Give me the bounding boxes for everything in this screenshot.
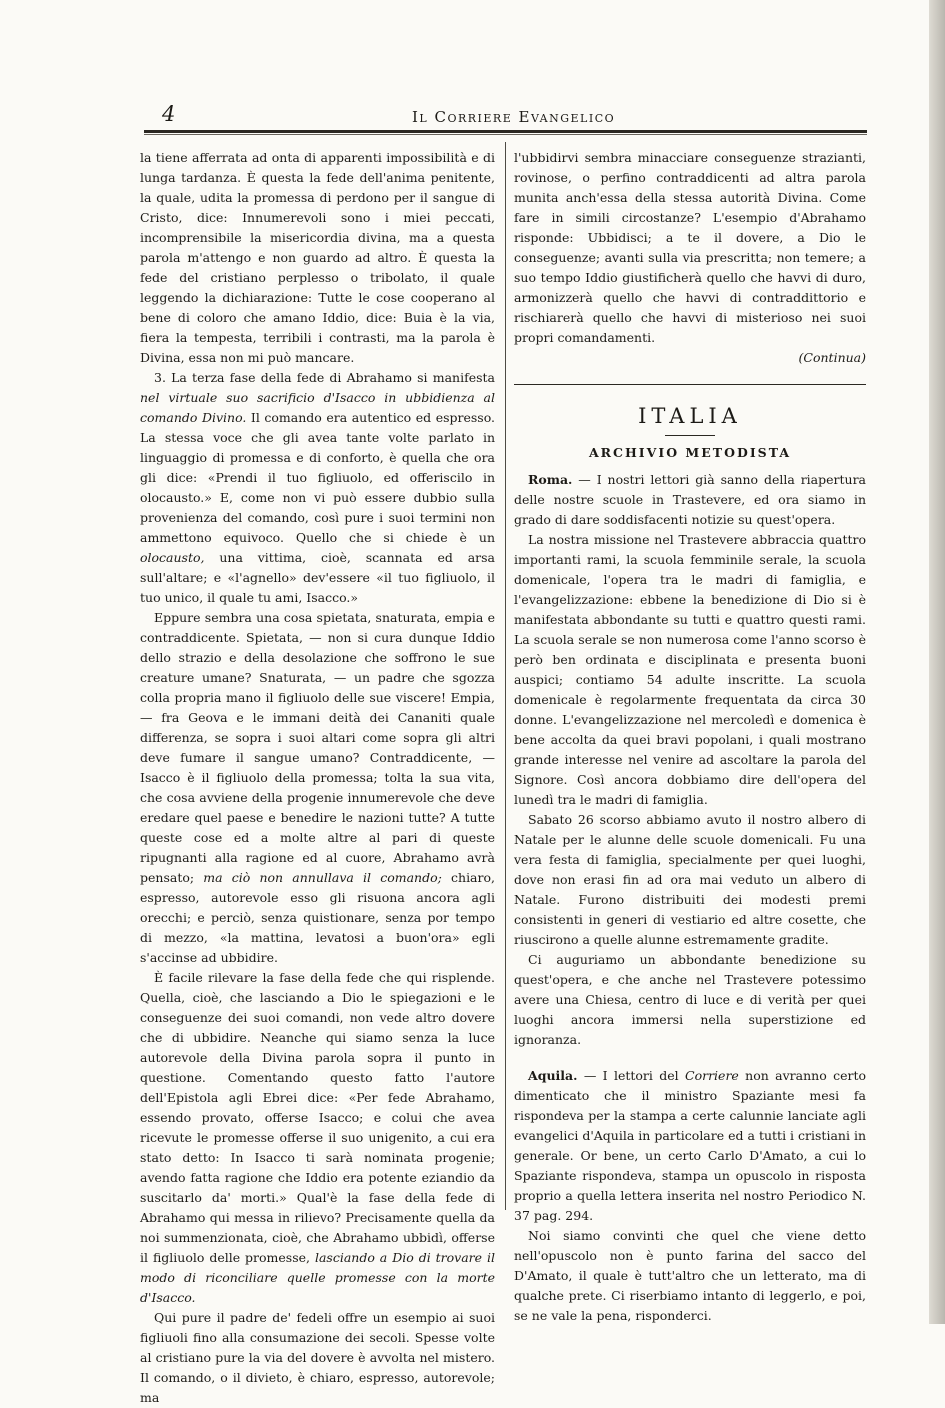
paragraph <box>514 470 866 530</box>
paragraph-gap <box>514 1050 866 1066</box>
text-run: È facile rilevare la fase della fede che qui risplende. Quella, cioè, che lasciando a Dio le spiegazioni e le conseguenze dei suoi comandi, non vede altro dovere che di ubbidire. Neanche qui siamo senza la luce autorevole della Divina parola sopra il punto in questione. Comentando questo fatto l'autore dell'Epistola agli Ebrei dice: «Per fede Abrahamo, essendo provato, offerse Isacco; e colui che avea ricevute le promesse offerse il suo unigenito, a cui era stato detto: In Isacco ti sarà nominata progenie; avendo fatta ragione che Iddio era potente eziandio da suscitarlo da' morti.» Qual'è la fase della fede di Abrahamo qui messa in rilievo? Precisamente quella da noi summenzionata, cioè, che Abrahamo ubbidì, offerse il figliuolo delle promesse, <box>140 970 495 1265</box>
section-title: ITALIA <box>638 404 742 428</box>
page-number: 4 <box>162 102 176 126</box>
text-run: una vittima, cioè, scannata ed arsa sull'altare; e «l'agnello» dev'essere «il tuo figliuolo, il tuo unico, il quale tu ami, Isacco.» <box>140 550 495 605</box>
dateline-place: Roma. <box>528 472 573 487</box>
italic-run: lasciando a Dio di trovare il modo di riconciliare quelle promesse con la morte d'Isacco. <box>140 1250 495 1305</box>
paragraph <box>514 950 866 1050</box>
running-title: Il Corriere Evangelico <box>412 108 616 126</box>
section-rule <box>514 384 866 385</box>
text-run: Ci auguriamo un abbondante benedizione su quest'opera, e che anche nel Trastevere potessimo avere una Chiesa, centro di luce e di verità per quei luoghi ancora immersi nella superstizione ed ignoranza. <box>514 952 866 1047</box>
text-run: la tiene afferrata ad onta di apparenti impossibilità e di lunga tardanza. È questa la fede dell'anima penitente, la quale, udita la promessa di perdono per il sangue di Cristo, dice: Innumerevoli sono i miei peccati, incomprensibile la misericordia divina, ma a questa parola m'attengo e non guardo ad altro. È questa la fede del cristiano perplesso o tribolato, il quale leggendo la dichiarazione: Tutte le cose cooperano al bene di coloro che amano Iddio, dice: Buia è la via, fiera la tempesta, terribili i contrasti, ma la parola è Divina, essa non mi può mancare. <box>140 150 495 365</box>
left-column <box>140 148 495 1408</box>
text-run: non avranno certo dimenticato che il ministro Spaziante mesi fa rispondeva per la stampa a certe calunnie lanciate agli evangelici d'Aquila in particolare ed a tutti i cristiani in generale. Or bene, un certo Carlo D'Amato, a cui lo Spaziante rispondeva, stampa un opuscolo in risposta proprio a quella lettera inserita nel nostro Periodico N. 37 pag. 294. <box>514 1068 866 1223</box>
right-column <box>514 148 866 1326</box>
text-run: La nostra missione nel Trastevere abbraccia quattro importanti rami, la scuola femminile serale, la scuola domenicale, l'opera tra le madri di famiglia, e l'evangelizzazione: ebbene la benedizione di Dio si è manifestata abbondante su tutti e quattro questi rami. La scuola serale se non numerosa come l'anno scorso è però ben ordinata e disciplinata e presenta buoni auspici; contiamo 54 adulte inscritte. La scuola domenicale è regolarmente frequentata da circa 30 donne. L'evangelizzazione nel mercoledì e domenica è bene accolta da quei bravi popolani, i quali mostrano grande interesse nel venire ad ascoltare la parola del Signore. Così ancora dobbiamo dire dell'opera del lunedì tra le madri di famiglia. <box>514 532 866 807</box>
text-run: Eppure sembra una cosa spietata, snaturata, empia e contraddicente. Spietata, — non si cura dunque Iddio dello strazio e della desolazione che soffrono le sue creature umane? Snaturata, — un padre che sgozza colla propria mano il figliuolo delle sue viscere! Empia, — fra Geova e le immani deità dei Cananiti quale differenza, se sopra i suoi altari come sopra gli altri deve fumare il sangue umano? Contraddicente, — Isacco è il figliuolo della promessa; tolta la sua vita, che cosa avviene della progenie innumerevole che deve eredare quel paese e benedire le nazioni tutte? A tutte queste cose ed a molte altre al pari di queste ripugnanti alla ragione ed al cuore, Abrahamo avrà pensato; <box>140 610 495 885</box>
paragraph <box>140 968 495 1308</box>
text-run: Il comando era autentico ed espresso. La stessa voce che gli avea tante volte parlato in linguaggio di promessa e di conforto, è quella che ora gli dice: «Prendi il tuo figliuolo, ed offeriscilo in olocausto.» E, come non vi può essere dubbio sulla provenienza del comando, così pure i suoi termini non ammettono equivoco. Quello che si chiede è un <box>140 410 495 545</box>
section-short-rule <box>665 435 715 436</box>
text-run: 3. La terza fase della fede di Abrahamo si manifesta <box>154 370 495 385</box>
text-run: — I lettori del <box>577 1068 686 1083</box>
text-run: Qui pure il padre de' fedeli offre un esempio ai suoi figliuoli fino alla consumazione dei secoli. Spesse volte al cristiano pure la via del dovere è avvolta nel mistero. Il comando, o il divieto, è chiaro, espresso, autorevole; ma <box>140 1310 495 1405</box>
paragraph <box>140 1308 495 1408</box>
text-run: — I nostri lettori già sanno della riapertura delle nostre scuole in Trastevere, ed ora siamo in grado di dare soddisfacenti notizie su quest'opera. <box>514 472 866 527</box>
paragraph <box>514 810 866 950</box>
text-run: Noi siamo convinti che quel che viene detto nell'opuscolo non è punto farina del sacco del D'Amato, il quale è tutt'altro che un letterato, ma di qualche prete. Ci riserbiamo intanto di leggerlo, e poi, se ne vale la pena, risponderci. <box>514 1228 866 1323</box>
text-run: chiaro, espresso, autorevole esso gli risuona ancora agli orecchi; e perciò, senza quistionare, senza por tempo di mezzo, «la mattina, levatosi a buon'ora» egli s'accinse ad ubbidire. <box>140 870 495 965</box>
italia-news <box>514 470 866 1326</box>
column-divider <box>505 142 506 1210</box>
article-continuation <box>514 148 866 348</box>
subsection-title: ARCHIVIO METODISTA <box>588 445 792 460</box>
paragraph <box>140 148 495 368</box>
continua-note: (Continua) <box>798 350 866 365</box>
italic-run: nel virtuale suo sacrificio d'Isacco in ubbidienza al comando Divino. <box>140 390 495 425</box>
paragraph <box>514 1226 866 1326</box>
header-rule-thin <box>144 134 867 135</box>
paragraph <box>140 368 495 608</box>
paragraph <box>514 530 866 810</box>
paragraph <box>514 1066 866 1226</box>
dateline-place: Aquila. <box>528 1068 578 1083</box>
italic-run: olocausto, <box>140 550 205 565</box>
page-edge-shadow <box>929 0 945 1324</box>
text-run: l'ubbidirvi sembra minacciare conseguenze strazianti, rovinose, o perfino contraddicenti ad altra parola munita anch'essa della stessa autorità Divina. Come fare in simili circostanze? L'esempio d'Abrahamo risponde: Ubbidisci; a te il dovere, a Dio le conseguenze; avanti sulla via prescritta; non temere; a suo tempo Iddio giustificherà quello che havvi di duro, armonizzerà quello che havvi di contraddittorio e rischiarerà quello che havvi di misterioso nei suoi propri comandamenti. <box>514 150 866 345</box>
text-run: Sabato 26 scorso abbiamo avuto il nostro albero di Natale per le alunne delle scuole domenicali. Fu una vera festa di famiglia, specialmente per quei luoghi, dove non erasi fin ad ora mai veduto un albero di Natale. Furono distribuiti dei modesti premi consistenti in generi di vestiario ed altre cosette, che riuscirono a quelle alunne estremamente gradite. <box>514 812 866 947</box>
header-rule <box>144 130 867 133</box>
italic-run: Corriere <box>685 1068 739 1083</box>
paragraph <box>140 608 495 968</box>
italic-run: ma ciò non annullava il comando; <box>203 870 442 885</box>
paragraph <box>514 148 866 348</box>
